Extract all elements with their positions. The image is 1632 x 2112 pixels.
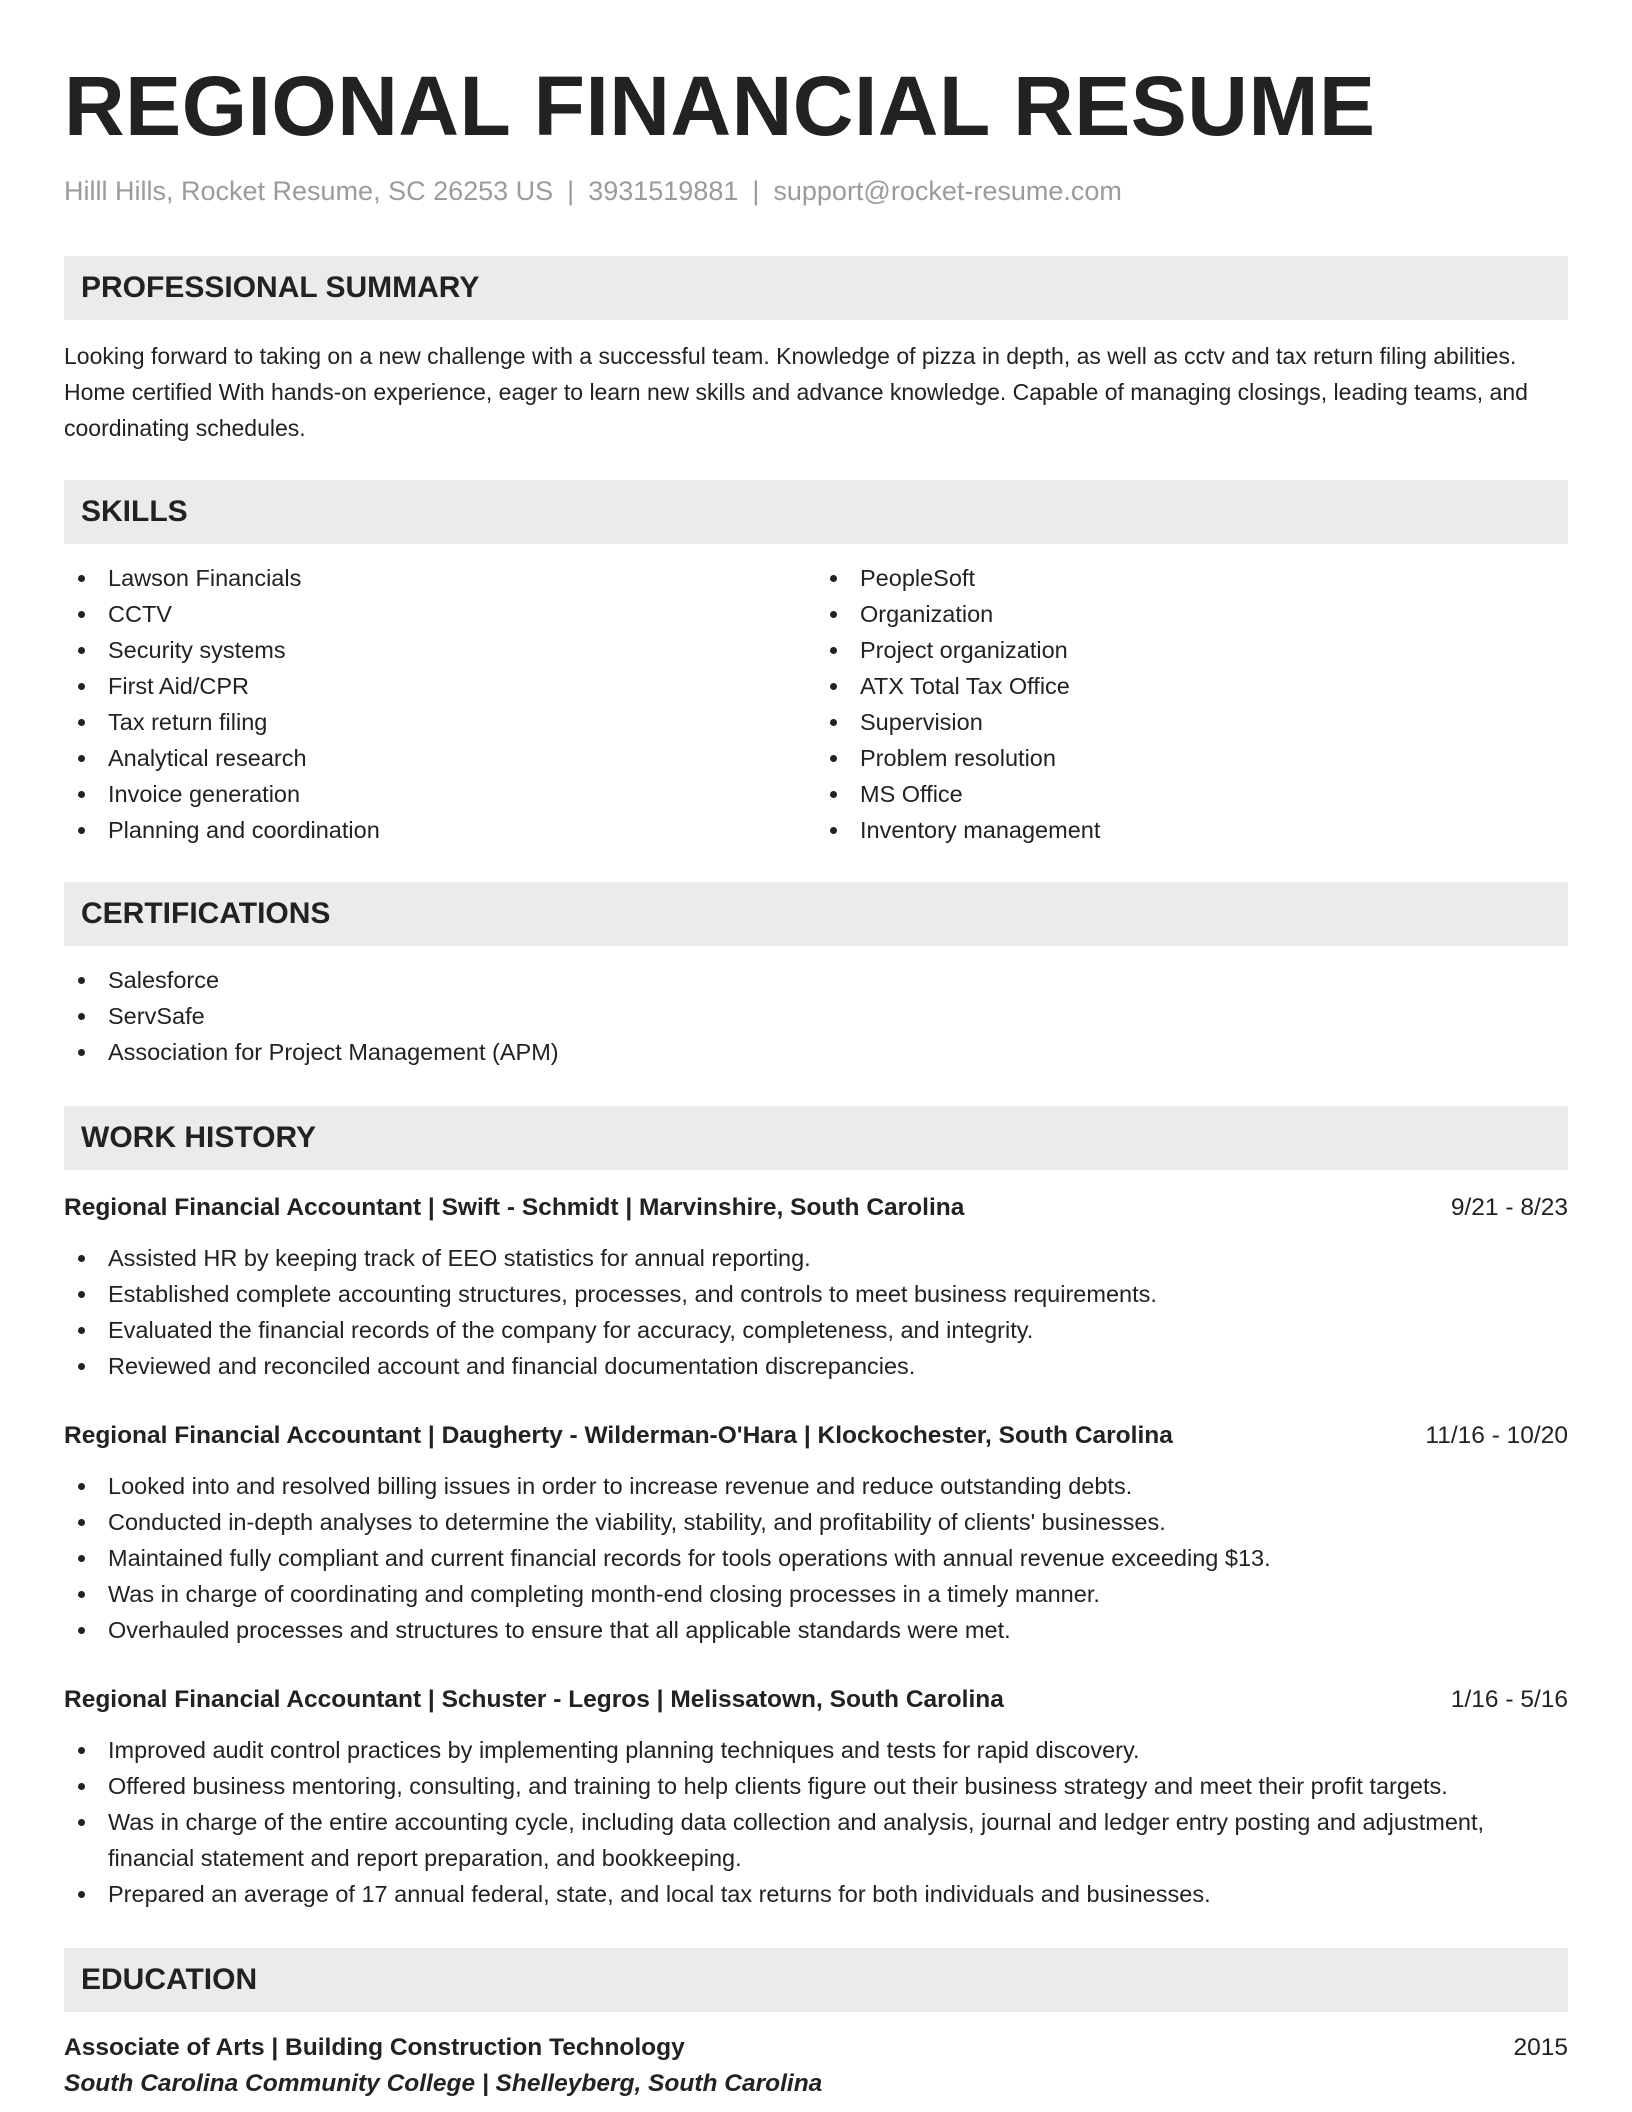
- list-item: Tax return filing: [64, 704, 816, 740]
- job-title: Regional Financial Accountant | Daugherty - Wilderman-O'Hara | Klockochester, South Carolina: [64, 1422, 1173, 1449]
- job-entry: [64, 1682, 1568, 1912]
- list-item: CCTV: [64, 596, 816, 632]
- list-item: Project organization: [816, 632, 1568, 668]
- list-item: Offered business mentoring, consulting, and training to help clients figure out their business strategy and meet their profit targets.: [64, 1768, 1568, 1804]
- job-title: Regional Financial Accountant | Schuster - Legros | Melissatown, South Carolina: [64, 1686, 1004, 1713]
- education-degree: Associate of Arts | Building Construction Technology: [64, 2034, 685, 2061]
- job-dates: 11/16 - 10/20: [1425, 1422, 1568, 1449]
- list-item: Was in charge of coordinating and completing month-end closing processes in a timely manner.: [64, 1576, 1568, 1612]
- resume-title: REGIONAL FINANCIAL RESUME: [64, 59, 1376, 153]
- list-item: Looked into and resolved billing issues in order to increase revenue and reduce outstanding debts.: [64, 1468, 1568, 1504]
- list-item: Invoice generation: [64, 776, 816, 812]
- contact-phone: 3931519881: [588, 176, 739, 206]
- job-entry: [64, 1190, 1568, 1384]
- list-item: Lawson Financials: [64, 560, 816, 596]
- job-dates: 9/21 - 8/23: [1450, 1194, 1568, 1221]
- job-title: Regional Financial Accountant | Swift - Schmidt | Marvinshire, South Carolina: [64, 1194, 965, 1221]
- contact-separator: |: [752, 176, 760, 206]
- list-item: Security systems: [64, 632, 816, 668]
- list-item: Planning and coordination: [64, 812, 816, 848]
- list-item: MS Office: [816, 776, 1568, 812]
- job-bullets: [64, 1240, 1568, 1384]
- list-item: Overhauled processes and structures to ensure that all applicable standards were met.: [64, 1612, 1568, 1648]
- contact-separator: |: [567, 176, 575, 206]
- section-header-work-history: WORK HISTORY: [64, 1106, 1568, 1170]
- list-item: Was in charge of the entire accounting cycle, including data collection and analysis, journal and ledger entry posting and adjustment, financial statement and report preparation, and bookkeeping.: [64, 1804, 1568, 1876]
- section-header-education: EDUCATION: [64, 1948, 1568, 2012]
- skills-list-left: [64, 560, 816, 848]
- list-item: ServSafe: [64, 998, 1568, 1034]
- list-item: Inventory management: [816, 812, 1568, 848]
- section-header-certifications: CERTIFICATIONS: [64, 882, 1568, 946]
- job-dates: 1/16 - 5/16: [1450, 1686, 1568, 1713]
- list-item: ATX Total Tax Office: [816, 668, 1568, 704]
- list-item: Evaluated the financial records of the company for accuracy, completeness, and integrity.: [64, 1312, 1568, 1348]
- job-entry: [64, 1418, 1568, 1648]
- skills-list-right: [816, 560, 1568, 848]
- list-item: Salesforce: [64, 962, 1568, 998]
- certifications-list: [64, 962, 1568, 1070]
- education-school: South Carolina Community College | Shelleyberg, South Carolina: [64, 2070, 823, 2097]
- list-item: Association for Project Management (APM): [64, 1034, 1568, 1070]
- list-item: Organization: [816, 596, 1568, 632]
- list-item: Reviewed and reconciled account and financial documentation discrepancies.: [64, 1348, 1568, 1384]
- list-item: Assisted HR by keeping track of EEO statistics for annual reporting.: [64, 1240, 1568, 1276]
- job-bullets: [64, 1468, 1568, 1648]
- education-entry: [64, 2030, 1568, 2102]
- section-header-summary: PROFESSIONAL SUMMARY: [64, 256, 1568, 320]
- education-year: 2015: [1513, 2034, 1568, 2061]
- list-item: First Aid/CPR: [64, 668, 816, 704]
- contact-email: support@rocket-resume.com: [773, 176, 1122, 206]
- job-bullets: [64, 1732, 1568, 1912]
- contact-address: Hilll Hills, Rocket Resume, SC 26253 US: [64, 176, 554, 206]
- skills-grid: [64, 560, 1568, 848]
- list-item: PeopleSoft: [816, 560, 1568, 596]
- list-item: Conducted in-depth analyses to determine the viability, stability, and profitability of clients' businesses.: [64, 1504, 1568, 1540]
- list-item: Established complete accounting structures, processes, and controls to meet business requirements.: [64, 1276, 1568, 1312]
- list-item: Problem resolution: [816, 740, 1568, 776]
- section-header-skills: SKILLS: [64, 480, 1568, 544]
- list-item: Supervision: [816, 704, 1568, 740]
- list-item: Maintained fully compliant and current financial records for tools operations with annual revenue exceeding $13.: [64, 1540, 1568, 1576]
- contact-line: [64, 174, 1568, 208]
- list-item: Improved audit control practices by implementing planning techniques and tests for rapid discovery.: [64, 1732, 1568, 1768]
- summary-text: Looking forward to taking on a new challenge with a successful team. Knowledge of pizza in depth, as well as cctv and tax return filing abilities. Home certified With hands-on experience, eager to learn new skills and advance knowledge. Capable of managing closings, leading teams, and coordinating schedules.: [64, 343, 1528, 441]
- list-item: Prepared an average of 17 annual federal, state, and local tax returns for both individuals and businesses.: [64, 1876, 1568, 1912]
- list-item: Analytical research: [64, 740, 816, 776]
